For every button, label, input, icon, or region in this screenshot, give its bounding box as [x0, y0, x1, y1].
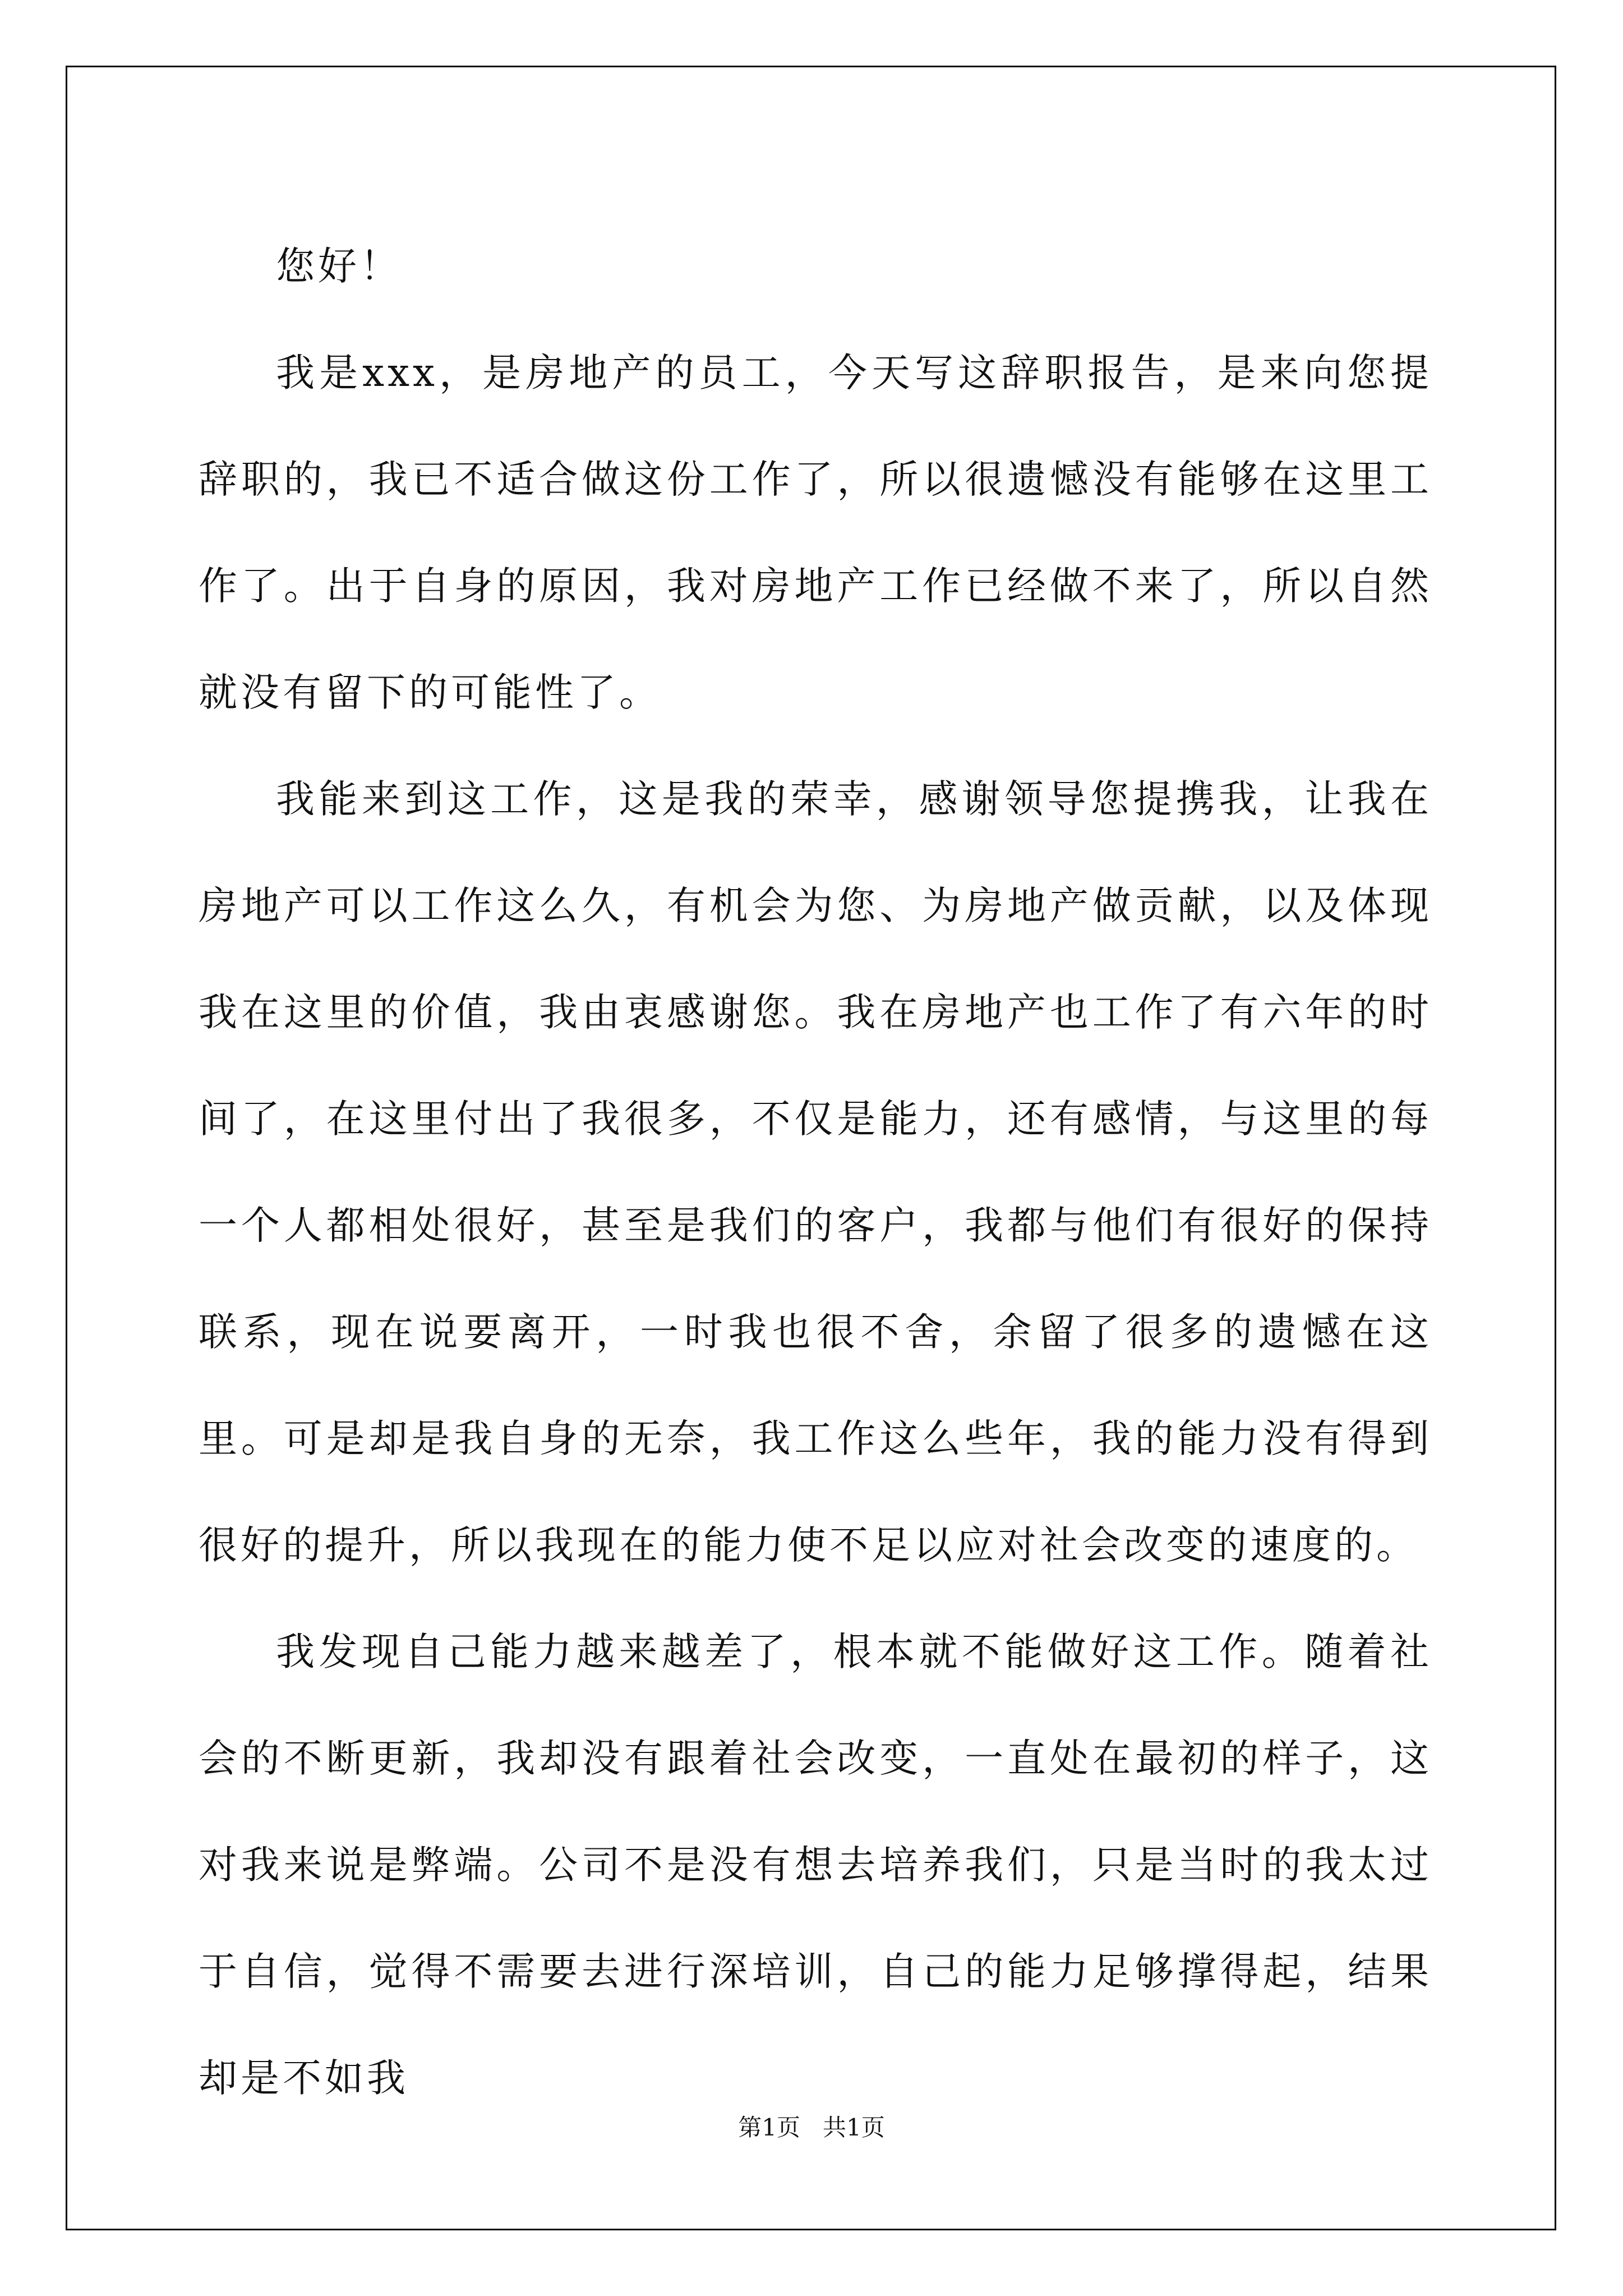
page-number-footer: 第1页 共1页: [738, 2114, 885, 2141]
letter-body: [199, 213, 1432, 2132]
paragraph-2: 我能来到这工作，这是我的荣幸，感谢领导您提携我，让我在房地产可以工作这么久，有机会为您、为房地产做贡献，以及体现我在这里的价值，我由衷感谢您。我在房地产也工作了有六年的时间了，在这里付出了我很多，不仅是能力，还有感情，与这里的每一个人都相处很好，甚至是我们的客户，我都与他们有很好的保持联系，现在说要离开，一时我也很不舍，余留了很多的遗憾在这里。可是却是我自身的无奈，我工作这么些年，我的能力没有得到很好的提升，所以我现在的能力使不足以应对社会改变的速度的。: [199, 777, 1432, 1568]
paragraph-3: 我发现自己能力越来越差了，根本就不能做好这工作。随着社会的不断更新，我却没有跟着社会改变，一直处在最初的样子，这对我来说是弊端。公司不是没有想去培养我们，只是当时的我太过于自信，觉得不需要去进行深培训，自己的能力足够撑得起，结果却是不如我: [199, 1630, 1432, 2101]
paragraph-1: 我是xxx，是房地产的员工，今天写这辞职报告，是来向您提辞职的，我已不适合做这份工作了，所以很遗憾没有能够在这里工作了。出于自身的原因，我对房地产工作已经做不来了，所以自然就没有留下的可能性了。: [199, 351, 1432, 715]
greeting: 您好！: [276, 244, 402, 289]
